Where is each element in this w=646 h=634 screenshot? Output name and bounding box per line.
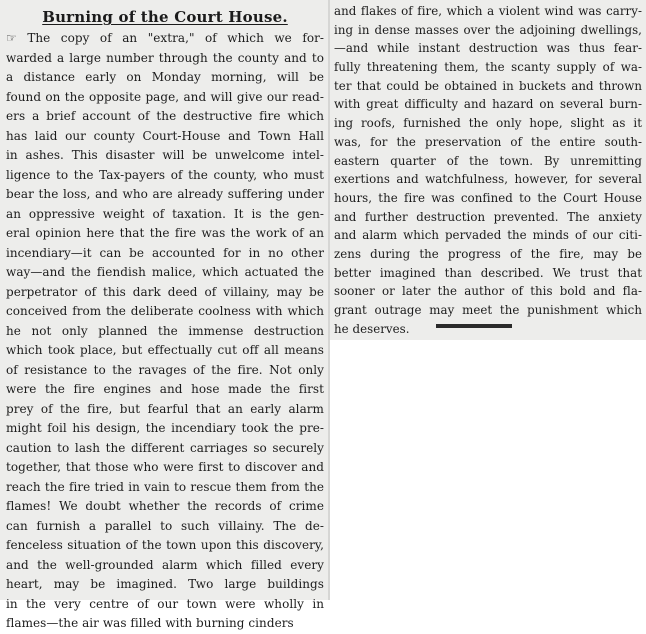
text-line: prey of the fire, but fearful that an early alarm [6,401,324,416]
text-line: warded a large number through the county and to [6,50,324,65]
text-line: he deserves. [334,321,410,336]
text-line: which took place, but effectually cut off all means [6,343,324,357]
text-line: and alarm which pervaded the minds of our citi- [334,228,642,243]
text-line: might foil his design, the incendiary took the pre- [6,421,324,435]
text-line: of resistance to the ravages of the fire. Not only [6,362,324,377]
text-line: hours, the fire was confined to the Court House [334,190,642,205]
text-line: way—and the fiendish malice, which actuated the [6,265,324,279]
text-line: eastern quarter of the town. By unremitting [334,153,642,168]
right-column [330,0,646,340]
text-line: was, for the preservation of the entire south- [334,134,642,149]
text-line: in the very centre of our town were wholly in [6,596,324,611]
text-line: grant outrage may meet the punishment which [334,303,642,317]
text-line: he not only planned the immense destruction [6,323,324,338]
right-column-text [334,2,642,338]
text-line: perpetrator of this dark deed of villainy, may be [6,284,324,299]
text-line: an oppressive weight of taxation. It is the gen- [6,206,324,221]
text-line: better imagined than described. We trust that [334,265,642,280]
text-line: exertions and watchfulness, however, for several [334,172,642,187]
text-line: bear the loss, and who are already suffering under [6,187,324,201]
text-line: heart, may be imagined. Two large buildings [6,577,324,591]
text-line: and the well-grounded alarm which filled every [6,557,324,572]
text-line: in ashes. This disaster will be unwelcome intel- [6,148,324,162]
text-line: ing roofs, furnished the only hope, slight as it [334,116,642,131]
article-title: Burning of the Court House. [42,8,288,26]
text-line: flames—the air was filled with burning cinders [6,616,294,630]
text-line: has laid our county Court-House and Town Hall [6,128,324,143]
text-line: zens during the progress of the fire, may be [334,246,642,261]
text-line: found on the opposite page, and will give our read- [6,89,324,104]
text-line: ter that could be obtained in buckets and thrown [334,78,642,93]
text-line: incendiary—it can be accounted for in no other [6,245,324,260]
text-line: conceived from the deliberate coolness with which [6,304,324,318]
text-line: fenceless situation of the town upon this discovery, [6,538,324,552]
text-line: and further destruction prevented. The anxiety [334,209,642,224]
text-line: can furnish a parallel to such villainy. The de- [6,518,324,533]
text-line: —and while instant destruction was thus fear- [334,41,642,56]
text-line: were the fire engines and hose made the first [6,382,324,396]
text-line: eral opinion here that the fire was the work of an [6,226,324,240]
text-line: ☞ The copy of an "extra," of which we for- [6,31,324,45]
text-line: fully threatening them, the scanty supply of wa- [334,60,642,75]
text-line: flames! We doubt whether the records of crime [6,499,324,513]
text-line: caution to lash the different carriages so securely [6,440,324,455]
text-line: with great difficulty and hazard on several burn- [334,97,642,112]
text-line: ers a brief account of the destructive fire which [6,109,324,123]
text-line: ing in dense masses over the adjoining dwellings, [334,22,642,37]
text-line: ligence to the Tax-payers of the county, who must [6,167,324,182]
text-line: a distance early on Monday morning, will be [6,70,324,84]
text-line: sooner or later the author of this bold and fla- [334,284,642,299]
text-line: reach the fire tried in vain to rescue them from the [6,479,324,494]
text-line: together, that those who were first to discover and [6,460,324,474]
left-column-text [6,29,324,634]
text-line: and flakes of fire, which a violent wind was carry- [334,4,642,18]
article-end-rule [436,324,512,328]
